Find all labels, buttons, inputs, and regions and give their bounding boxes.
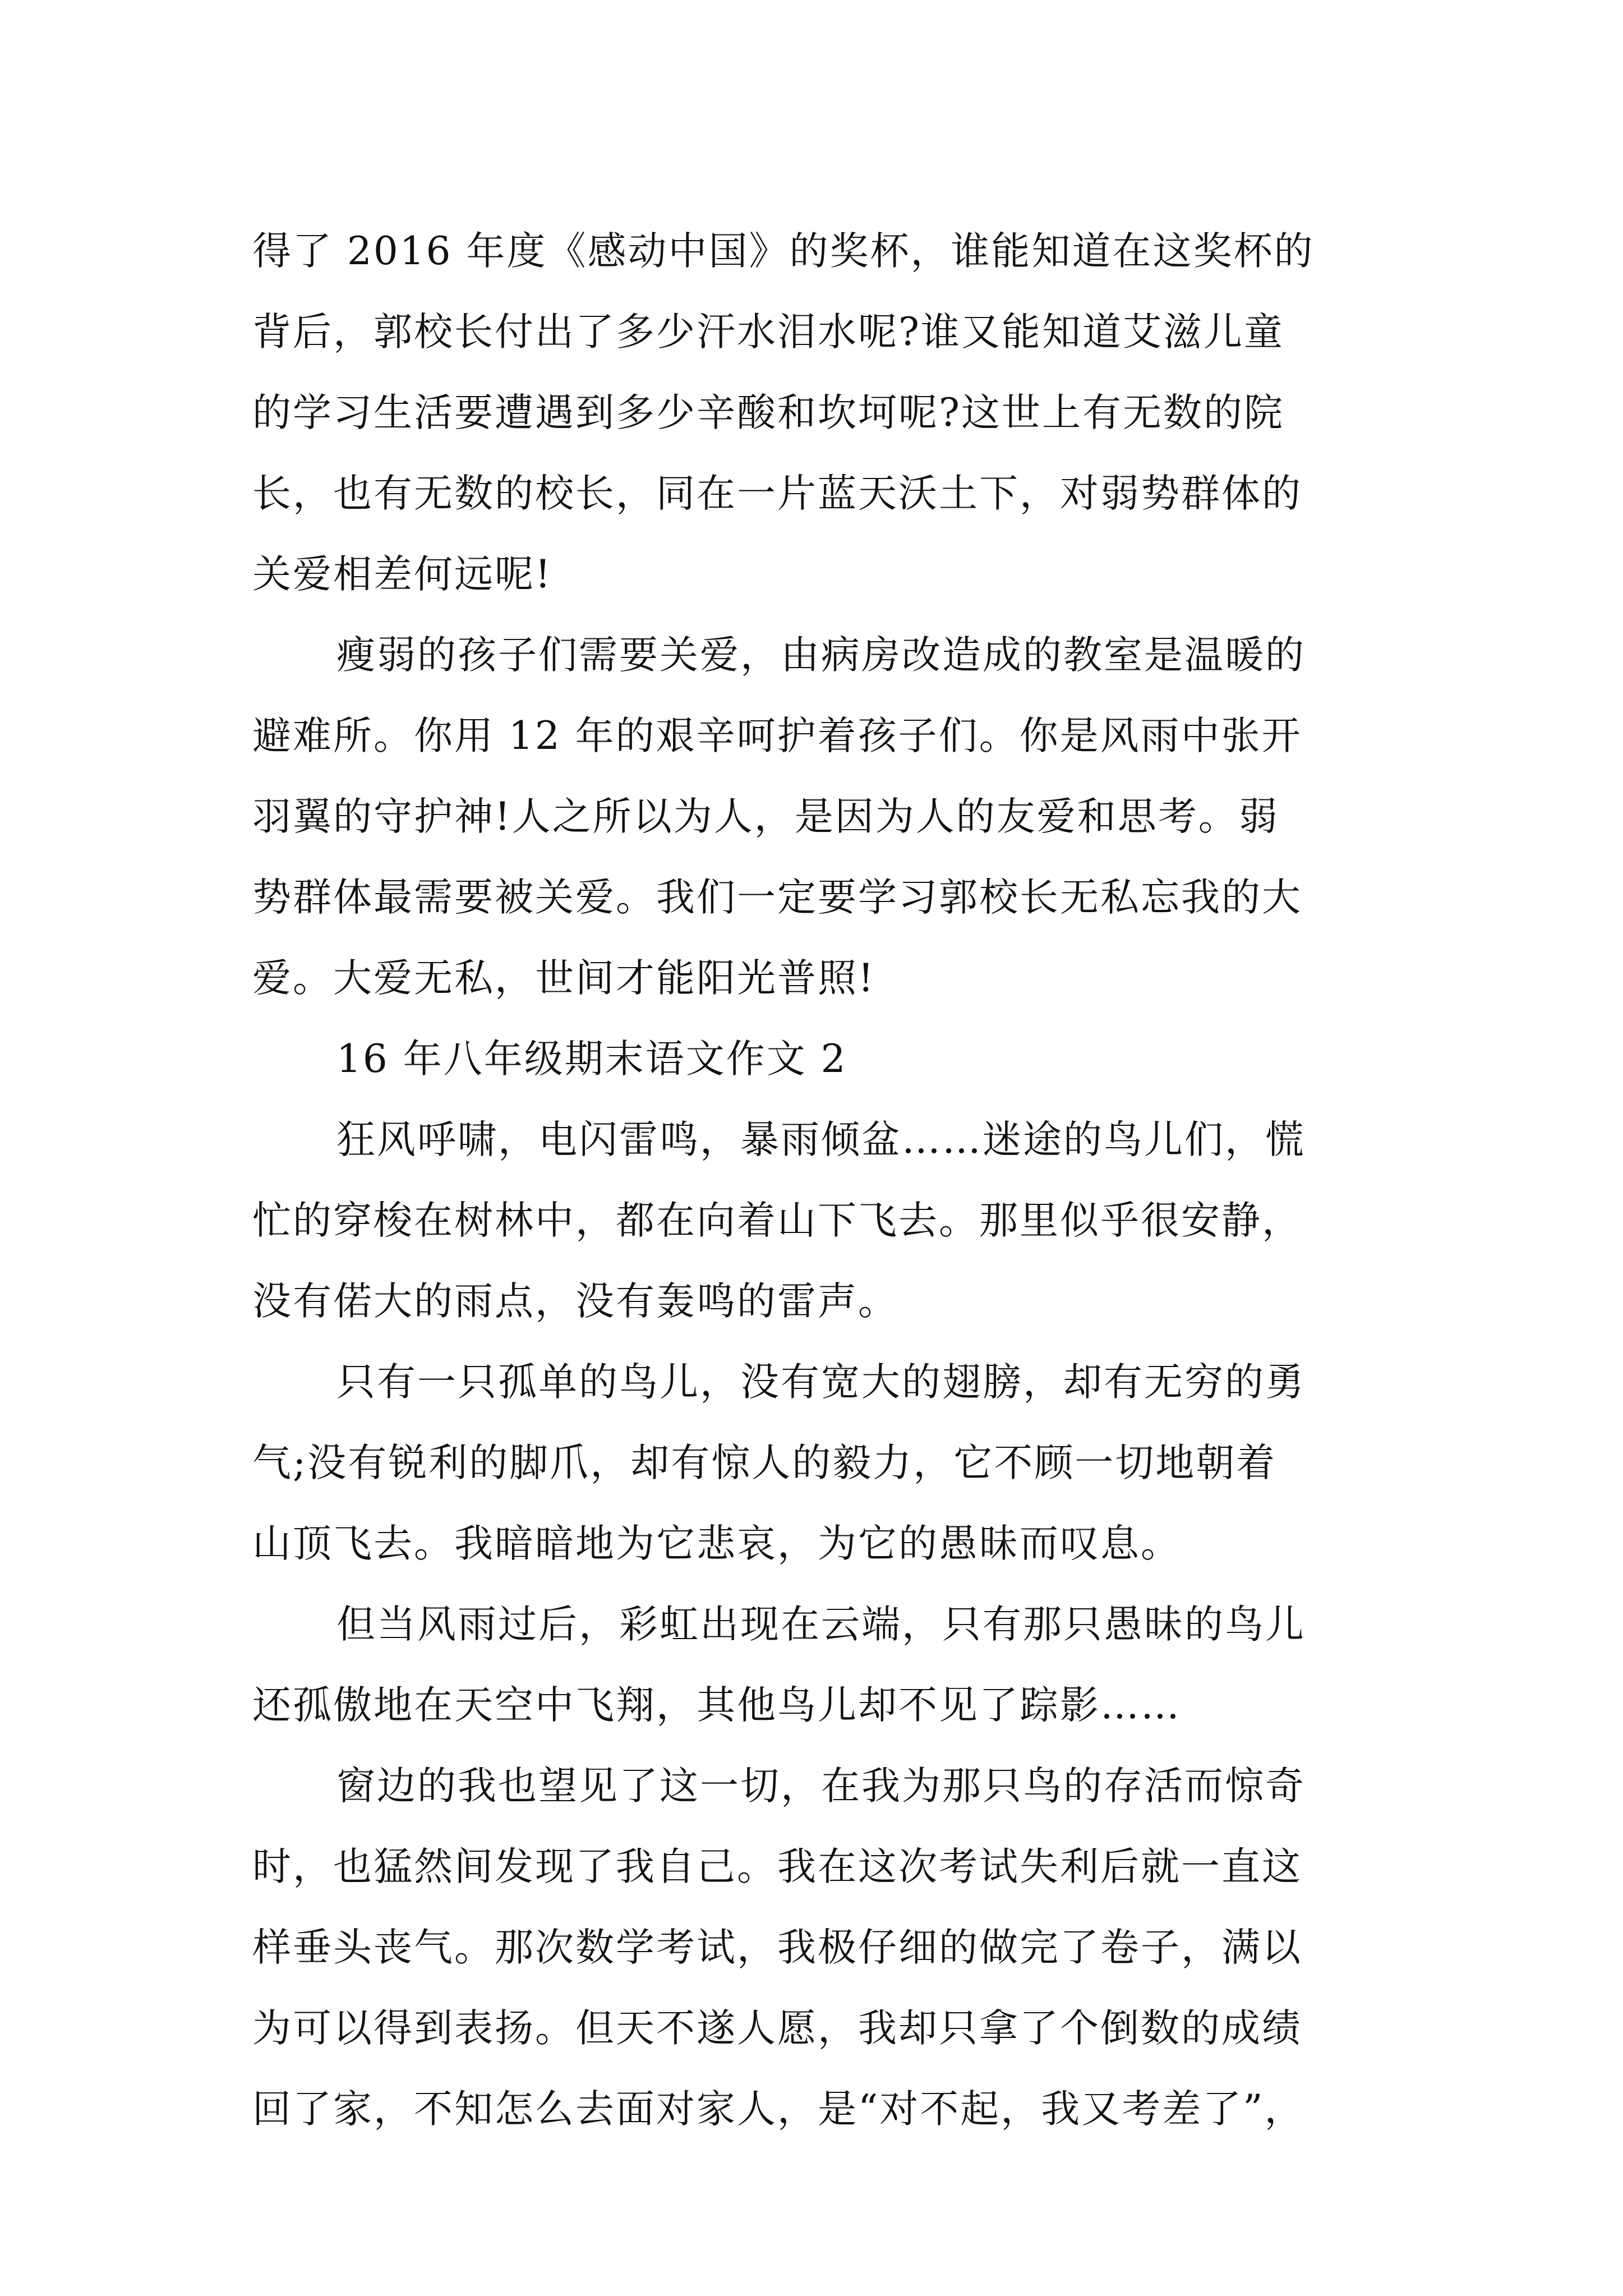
paragraph-start-line: 窗边的我也望见了这一切，在我为那只鸟的存活而惊奇 [336,1764,1306,1809]
text-line: 还孤傲地在天空中飞翔，其他鸟儿却不见了踪影…… [252,1683,1181,1728]
text-line: 样垂头丧气。那次数学考试，我极仔细的做完了卷子，满以 [252,1925,1302,1970]
text-line: 气;没有锐利的脚爪，却有惊人的毅力，它不顾一切地朝着 [252,1441,1277,1485]
text-line: 的学习生活要遭遇到多少辛酸和坎坷呢?这世上有无数的院 [252,390,1284,435]
text-line: 关爱相差何远呢! [252,552,552,597]
text-line: 爱。大爱无私，世间才能阳光普照! [252,956,875,1001]
paragraph-start-line: 但当风雨过后，彩虹出现在云端，只有那只愚昧的鸟儿 [336,1602,1306,1647]
text-line: 忙的穿梭在树林中，都在向着山下飞去。那里似乎很安静， [252,1198,1302,1243]
text-line: 山顶飞去。我暗暗地为它悲哀，为它的愚昧而叹息。 [252,1521,1181,1566]
text-line: 羽翼的守护神!人之所以为人，是因为人的友爱和思考。弱 [252,794,1279,839]
text-line: 得了 2016 年度《感动中国》的奖杯，谁能知道在这奖杯的 [252,229,1315,274]
text-line: 背后，郭校长付出了多少汗水泪水呢?谁又能知道艾滋儿童 [252,310,1284,355]
text-line: 势群体最需要被关爱。我们一定要学习郭校长无私忘我的大 [252,875,1302,920]
paragraph-start-line: 瘦弱的孩子们需要关爱，由病房改造成的教室是温暖的 [336,633,1306,678]
text-line: 为可以得到表扬。但天不遂人愿，我却只拿了个倒数的成绩 [252,2006,1302,2051]
paragraph-start-line: 狂风呼啸，电闪雷鸣，暴雨倾盆……迷途的鸟儿们，慌 [336,1117,1306,1162]
paragraph-start-line: 只有一只孤单的鸟儿，没有宽大的翅膀，却有无穷的勇 [336,1360,1306,1405]
text-line: 回了家，不知怎么去面对家人，是“对不起，我又考差了”， [252,2087,1305,2132]
text-line: 避难所。你用 12 年的艰辛呵护着孩子们。你是风雨中张开 [252,714,1302,758]
section-heading: 16 年八年级期末语文作文 2 [336,1037,847,1082]
text-line: 没有偌大的雨点，没有轰鸣的雷声。 [252,1279,898,1324]
essay-text [252,211,1380,2150]
text-line: 长，也有无数的校长，同在一片蓝天沃土下，对弱势群体的 [252,471,1302,516]
text-line: 时，也猛然间发现了我自己。我在这次考试失利后就一直这 [252,1844,1302,1889]
